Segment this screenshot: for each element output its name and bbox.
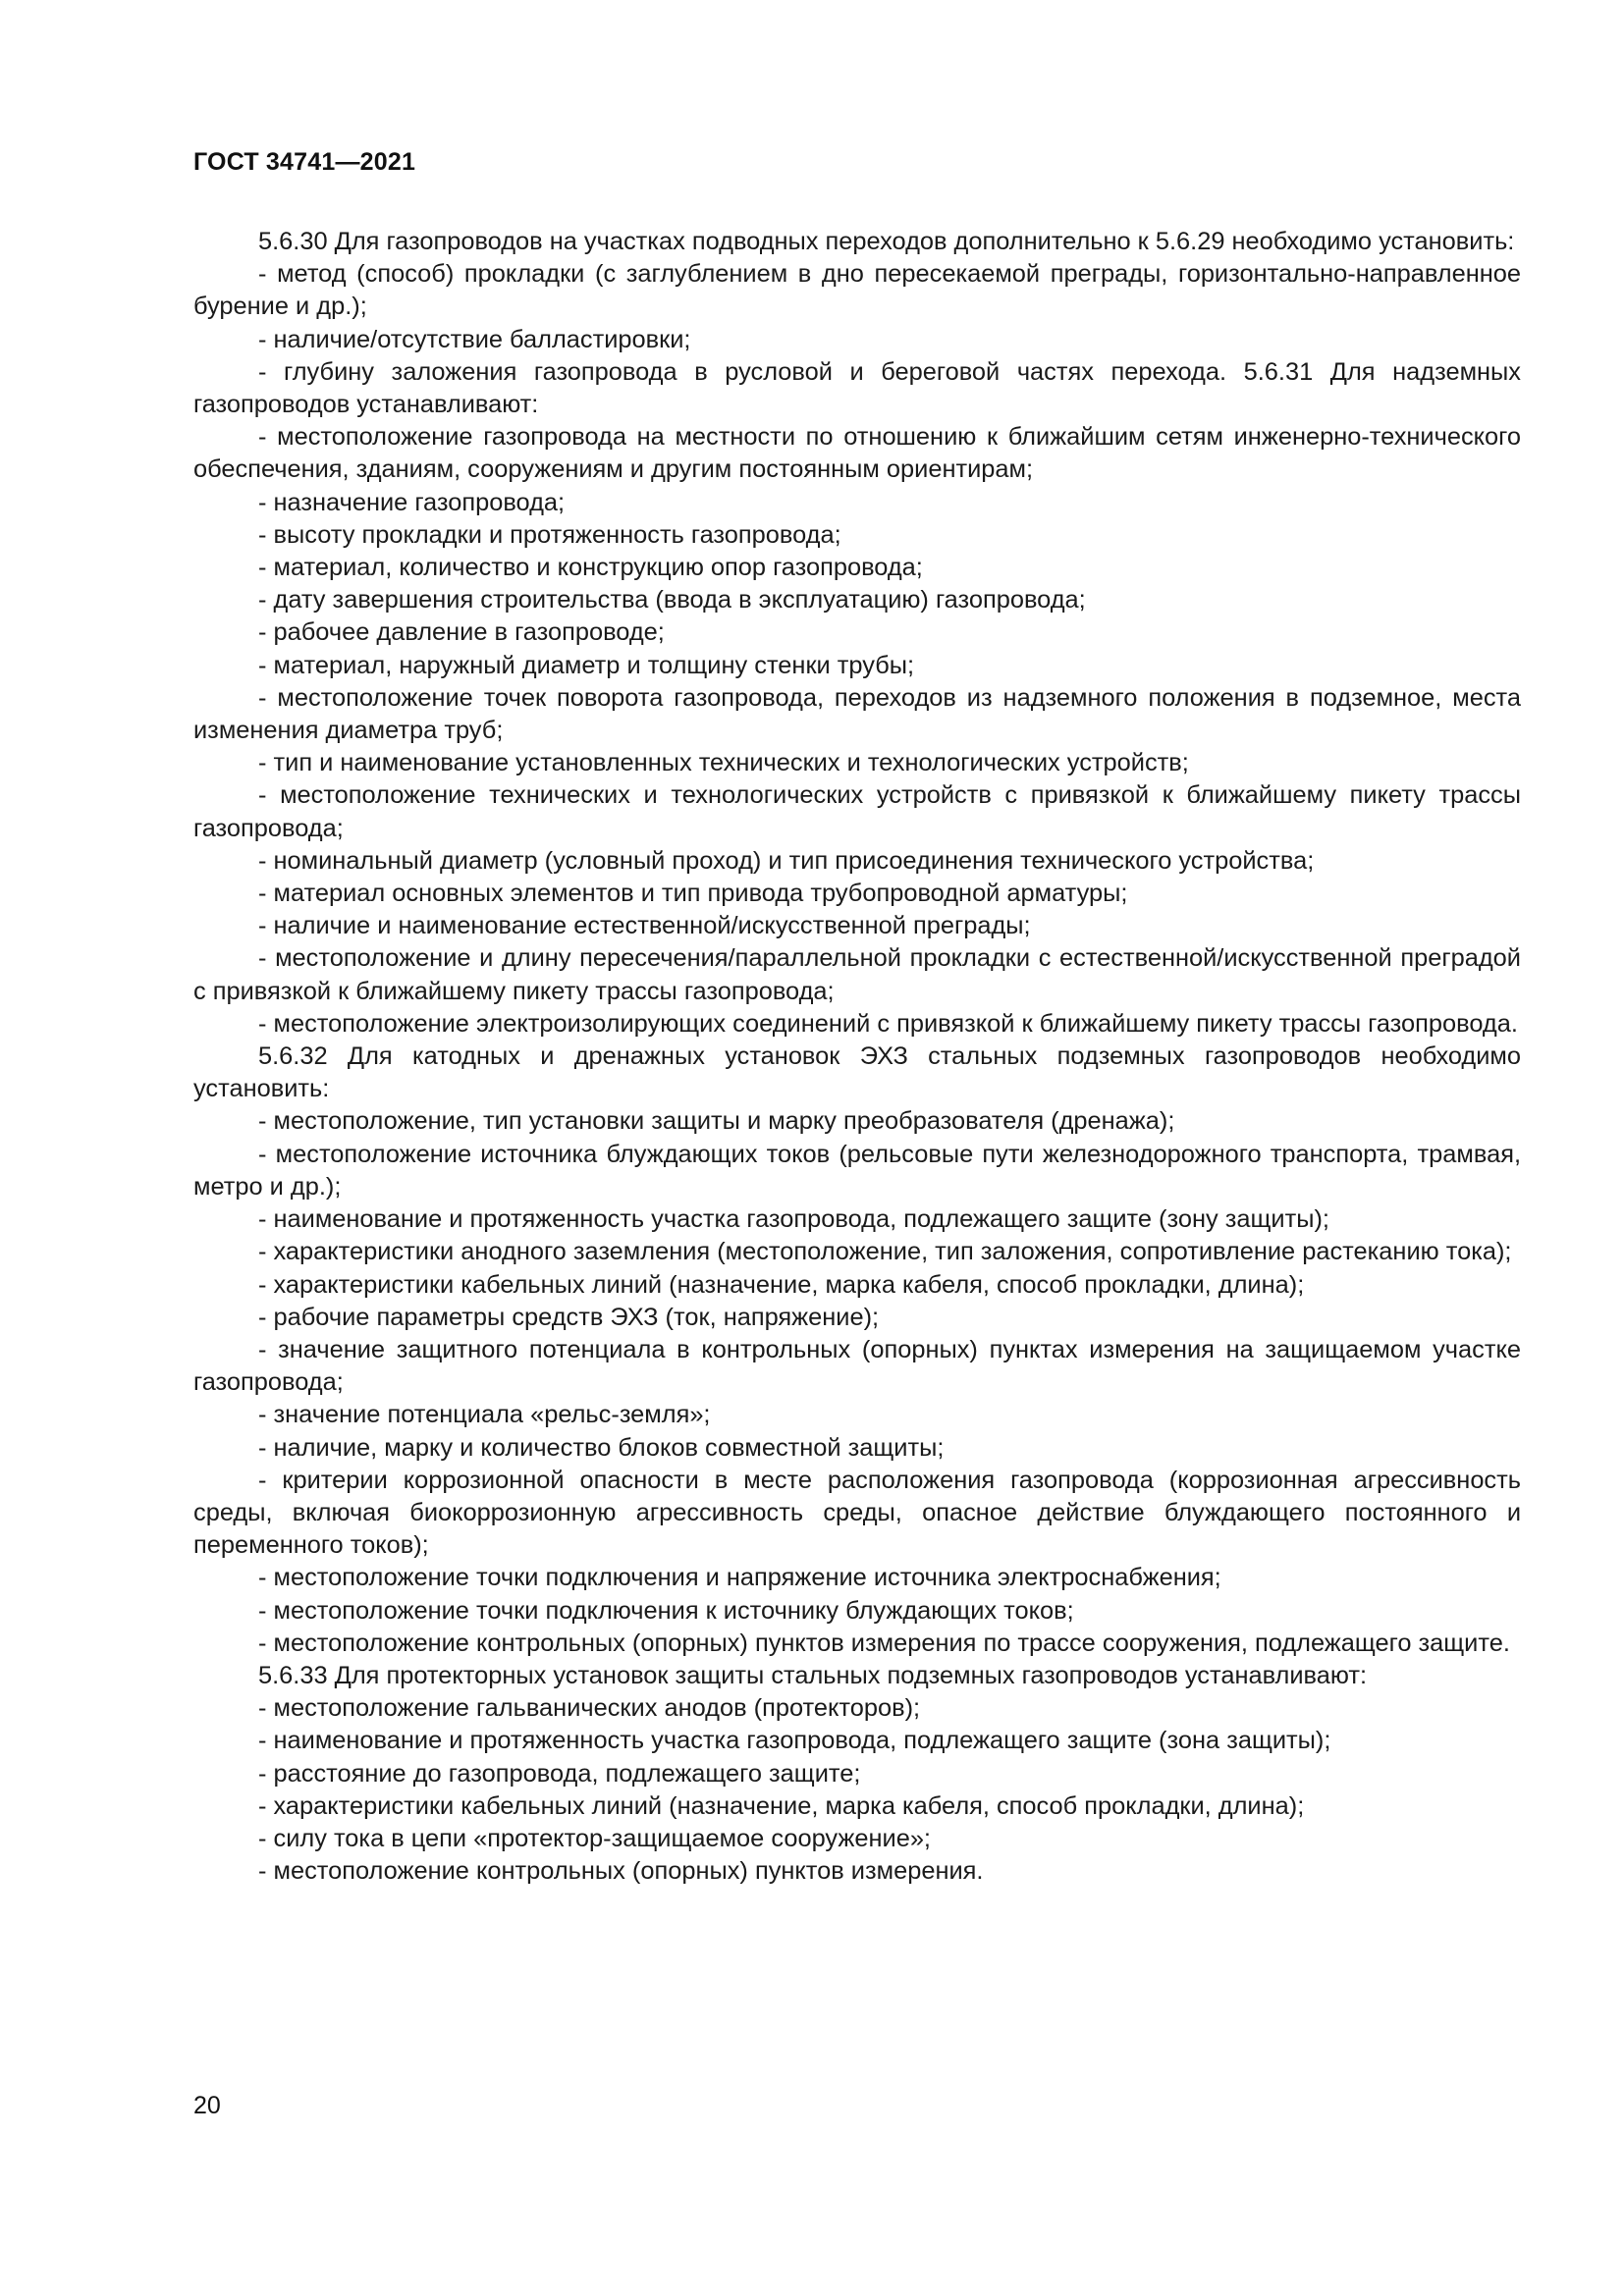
list-item: - силу тока в цепи «протектор-защищаемое сооружение»; (258, 1824, 931, 1852)
list-item: - местоположение технических и технологических устройств с привязкой к ближайшему пикету трассы газопровода; (193, 781, 1521, 842)
list-item: - характеристики кабельных линий (назначение, марка кабеля, способ прокладки, длина); (258, 1270, 1305, 1299)
list-item: - местоположение источника блуждающих токов (рельсовые пути железнодорожного транспорта, трамвая, метро и др.); (193, 1140, 1521, 1201)
list-item: - местоположение точек поворота газопровода, переходов из надземного положения в подземное, места изменения диаметра труб; (193, 683, 1521, 745)
list-item: - тип и наименование установленных технических и технологических устройств; (258, 749, 1189, 777)
list-item: - дату завершения строительства (ввода в эксплуатацию) газопровода; (258, 586, 1086, 614)
list-item: - материал, количество и конструкцию опор газопровода; (258, 554, 923, 582)
list-item: - материал, наружный диаметр и толщину стенки трубы; (258, 651, 915, 679)
list-item: - местоположение, тип установки защиты и марку преобразователя (дренажа); (258, 1107, 1175, 1136)
list-item: - номинальный диаметр (условный проход) и тип присоединения технического устройства; (258, 846, 1315, 875)
list-item: - местоположение точки подключения и напряжение источника электроснабжения; (258, 1564, 1221, 1592)
list-item: - материал основных элементов и тип привода трубопроводной арматуры; (258, 880, 1128, 908)
list-item: - местоположение газопровода на местности по отношению к ближайшим сетям инженерно-технического обеспечения, зданиям, сооружениям и другим постоянным ориентирам; (193, 423, 1521, 484)
list-item: - местоположение контрольных (опорных) пунктов измерения по трассе сооружения, подлежащего защите. (258, 1629, 1510, 1657)
section-paragraph: 5.6.32 Для катодных и дренажных установок ЭХЗ стальных подземных газопроводов необходимо установить: (193, 1042, 1521, 1103)
list-item: - местоположение контрольных (опорных) пунктов измерения. (258, 1857, 984, 1886)
list-item: - высоту прокладки и протяженность газопровода; (258, 520, 841, 549)
list-item: - назначение газопровода; (258, 488, 566, 516)
standard-code-header: ГОСТ 34741—2021 (193, 148, 416, 176)
list-item: - глубину заложения газопровода в русловой и береговой частях перехода. 5.6.31 Для надземных газопроводов устанавливают: (193, 357, 1521, 419)
list-item: - местоположение гальванических анодов (протекторов); (258, 1694, 921, 1723)
list-item: - значение защитного потенциала в контрольных (опорных) пунктах измерения на защищаемом участке газопровода; (193, 1335, 1521, 1397)
list-item: - наличие и наименование естественной/искусственной преграды; (258, 912, 1031, 940)
section-paragraph: 5.6.33 Для протекторных установок защиты стальных подземных газопроводов устанавливают: (258, 1661, 1368, 1689)
page-number: 20 (193, 2092, 221, 2119)
document-body (193, 226, 1521, 1888)
list-item: - характеристики анодного заземления (местоположение, тип заложения, сопротивление растеканию тока); (258, 1238, 1512, 1266)
list-item: - расстояние до газопровода, подлежащего защите; (258, 1759, 861, 1788)
list-item: - местоположение и длину пересечения/параллельной прокладки с естественной/искусственной преградой с привязкой к ближайшему пикету трассы газопровода; (193, 944, 1521, 1005)
section-paragraph: 5.6.30 Для газопроводов на участках подводных переходов дополнительно к 5.6.29 необходимо установить: (258, 228, 1515, 255)
list-item: - метод (способ) прокладки (с заглублением в дно пересекаемой преграды, горизонтально-направленное бурение и др.); (193, 260, 1521, 321)
list-item: - рабочие параметры средств ЭХЗ (ток, напряжение); (258, 1303, 880, 1331)
list-item: - местоположение точки подключения к источнику блуждающих токов; (258, 1596, 1074, 1625)
list-item: - критерии коррозионной опасности в месте расположения газопровода (коррозионная агрессивность среды, включая биокоррозионную агрессивность среды, опасное действие блуждающего постоянного и переменного токов); (193, 1466, 1521, 1560)
list-item: - наличие/отсутствие балластировки; (258, 325, 691, 353)
list-item: - характеристики кабельных линий (назначение, марка кабеля, способ прокладки, длина); (258, 1791, 1305, 1820)
list-item: - наименование и протяженность участка газопровода, подлежащего защите (зону защиты); (258, 1205, 1329, 1234)
list-item: - наименование и протяженность участка газопровода, подлежащего защите (зона защиты); (258, 1727, 1331, 1755)
list-item: - наличие, марку и количество блоков совместной защиты; (258, 1433, 945, 1462)
list-item: - рабочее давление в газопроводе; (258, 618, 665, 647)
list-item: - местоположение электроизолирующих соединений с привязкой к ближайшему пикету трассы газопровода. (258, 1009, 1518, 1038)
list-item: - значение потенциала «рельс-земля»; (258, 1401, 711, 1429)
